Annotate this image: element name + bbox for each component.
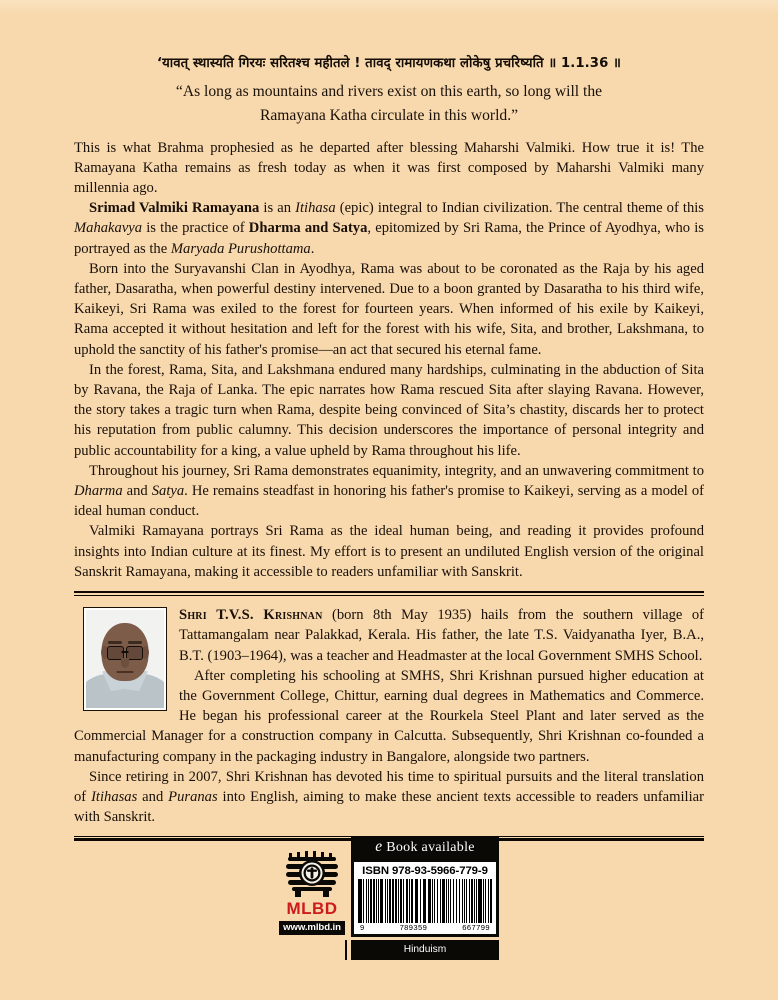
barcode-inner-box xyxy=(354,862,496,934)
author-portrait xyxy=(86,610,164,708)
cover-footer xyxy=(0,836,778,960)
maryada-purushottama-italic: Maryada Purushottama xyxy=(170,240,311,257)
sanskrit-verse: ‘यावत् स्थास्यति गिरयः सरितश्च महीतले ! तावद् रामायणकथा लोकेषु प्रचरिष्यति ॥ 1.1.36 ॥ xyxy=(156,56,622,71)
puranas-italic: Puranas xyxy=(168,789,218,806)
dharma-satya-bold: Dharma and Satya xyxy=(248,220,368,237)
dharma-italic: Dharma xyxy=(74,482,123,499)
translation-line-1: “As long as mountains and rivers exist on this earth, so long will the xyxy=(175,83,603,101)
portrait-eyebrow-right xyxy=(128,641,142,643)
footer-inner xyxy=(279,836,499,960)
barcode-lead-digit: 9 xyxy=(360,923,365,932)
p2-text-a: is an xyxy=(259,200,296,217)
barcode-outer-box xyxy=(351,859,499,937)
itihasas-italic: Itihasas xyxy=(91,789,138,806)
mahakavya-italic: Mahakavya xyxy=(74,220,143,237)
paragraph-1: This is what Brahma prophesied as he departed after blessing Maharshi Valmiki. How true it is! The Ramayana Katha remains as fresh today as when it was first composed by Maharshi Valmiki many millennia ago. xyxy=(74,139,704,196)
barcode-bars xyxy=(358,879,492,923)
p2-text-e: . xyxy=(310,240,315,257)
publisher-name: MLBD xyxy=(286,899,338,918)
portrait-eyebrow-left xyxy=(108,641,122,643)
bio-text-1: (born 8th May 1935) hails from the southern village of Tattamangalam near Palakkad, Kerala. His father, the late T.S. Vaidyanatha Iyer, B.A., B.T. (1903–1964), was a teacher and Headmaster at the local Government SMHS School. xyxy=(179,607,704,664)
divider-thin-line xyxy=(74,595,704,596)
mlbd-emblem-icon xyxy=(283,851,341,899)
portrait-mouth xyxy=(117,671,134,673)
paragraph-3: Born into the Suryavanshi Clan in Ayodhya, Rama was about to be coronated as the Raja by his aged father, Dasaratha, when powerful destiny intervened. Due to a boon granted by Dasaratha to his third wife, Kaikeyi, Sri Rama was exiled to the forest for fourteen years. When informed of his exile by Kaikeyi, Rama accepted it without hesitation and left for the forest with his wife, Sita, and brother, Lakshmana, to uphold the sanctity of his father's promise—an act that secured his eternal fame. xyxy=(74,260,704,358)
ebook-available-banner xyxy=(351,836,499,859)
barcode-left-group: 789359 xyxy=(399,923,428,932)
paragraph-5 xyxy=(74,461,704,522)
author-bio xyxy=(74,605,704,827)
p2-text-c: is the practice of xyxy=(142,220,249,237)
isbn-text: ISBN 978-93-5966-779-9 xyxy=(362,865,488,877)
publisher-url[interactable]: www.mlbd.in xyxy=(279,921,345,936)
bio-paragraph-1 xyxy=(74,605,704,666)
barcode-right-group: 667799 xyxy=(462,923,490,932)
bio-paragraph-2: After completing his schooling at SMHS, Shri Krishnan pursued higher education at the Government College, Chittur, earning dual degrees in Mathematics and Commerce. He began his professional career at the Rourkela Steel Plant and later served as the Commercial Manager for a construction company in Calcutta. Subsequently, Shri Krishnan co-founded a manufacturing company in the packaging industry in Bangalore, alongside two partners. xyxy=(74,667,704,765)
bio-paragraph-3 xyxy=(74,767,704,828)
portrait-nose xyxy=(121,658,129,668)
ebook-label: Book available xyxy=(386,840,475,855)
translation-line-2: Ramayana Katha circulate in this world.” xyxy=(259,106,519,124)
subject-category-bar: Hinduism xyxy=(351,940,499,960)
p5-text-c: . He remains steadfast in honoring his father's promise to Kaikeyi, serving as a model of ideal human conduct. xyxy=(74,482,704,520)
barcode-digits xyxy=(358,923,492,933)
epigraph xyxy=(74,0,704,128)
author-photo-frame xyxy=(83,607,167,711)
srimad-valmiki-ramayana-bold: Srimad Valmiki Ramayana xyxy=(89,200,260,217)
bio-text-3a: Since retiring in 2007, Shri Krishnan has devoted his time to spiritual pursuits and the literal translation of xyxy=(74,768,704,806)
paragraph-6: Valmiki Ramayana portrays Sri Rama as the ideal human being, and reading it provides profound insights into Indian culture at its finest. My effort is to present an undiluted English version of the original Sanskrit Ramayana, making it accessible to readers unfamiliar with Sanskrit. xyxy=(74,523,704,580)
barcode-block xyxy=(351,836,499,960)
blurb-body xyxy=(74,138,704,582)
paragraph-2 xyxy=(74,198,704,259)
p2-text-d: , epitomized by Sri Rama, the Prince of Ayodhya, who is portrayed as the xyxy=(74,220,704,257)
divider-above-bio xyxy=(74,591,704,596)
paragraph-4: In the forest, Rama, Sita, and Lakshmana endured many hardships, culminating in the abduction of Sita by Ravana, the Raja of Lanka. The epic narrates how Rama rescued Sita after slaying Ravana. However, the story takes a tragic turn when Rama, despite being convinced of Sita’s chastity, discards her to protect his reputation from public calumny. This decision underscores the importance of personal integrity and public accountability for a king, a value upheld by Rama throughout his life. xyxy=(74,361,704,459)
p5-text-b: and xyxy=(122,482,152,499)
p2-text-b: (epic) integral to Indian civilization. The central theme of this xyxy=(335,200,704,217)
publisher-block xyxy=(279,836,345,935)
p5-text-a: Throughout his journey, Sri Rama demonstrates equanimity, integrity, and an unwavering commitment to xyxy=(89,462,704,479)
ebook-e-glyph: e xyxy=(375,838,383,855)
bio-text-3b: and xyxy=(137,789,169,806)
satya-italic: Satya xyxy=(151,482,185,499)
itihasa-italic: Itihasa xyxy=(295,200,336,217)
author-name: Shri T.V.S. Krishnan xyxy=(179,607,323,624)
portrait-glasses-bridge xyxy=(122,651,129,653)
bio-text-3c: into English, aiming to make these ancient texts accessible to readers unfamiliar with Sanskrit. xyxy=(74,789,705,826)
